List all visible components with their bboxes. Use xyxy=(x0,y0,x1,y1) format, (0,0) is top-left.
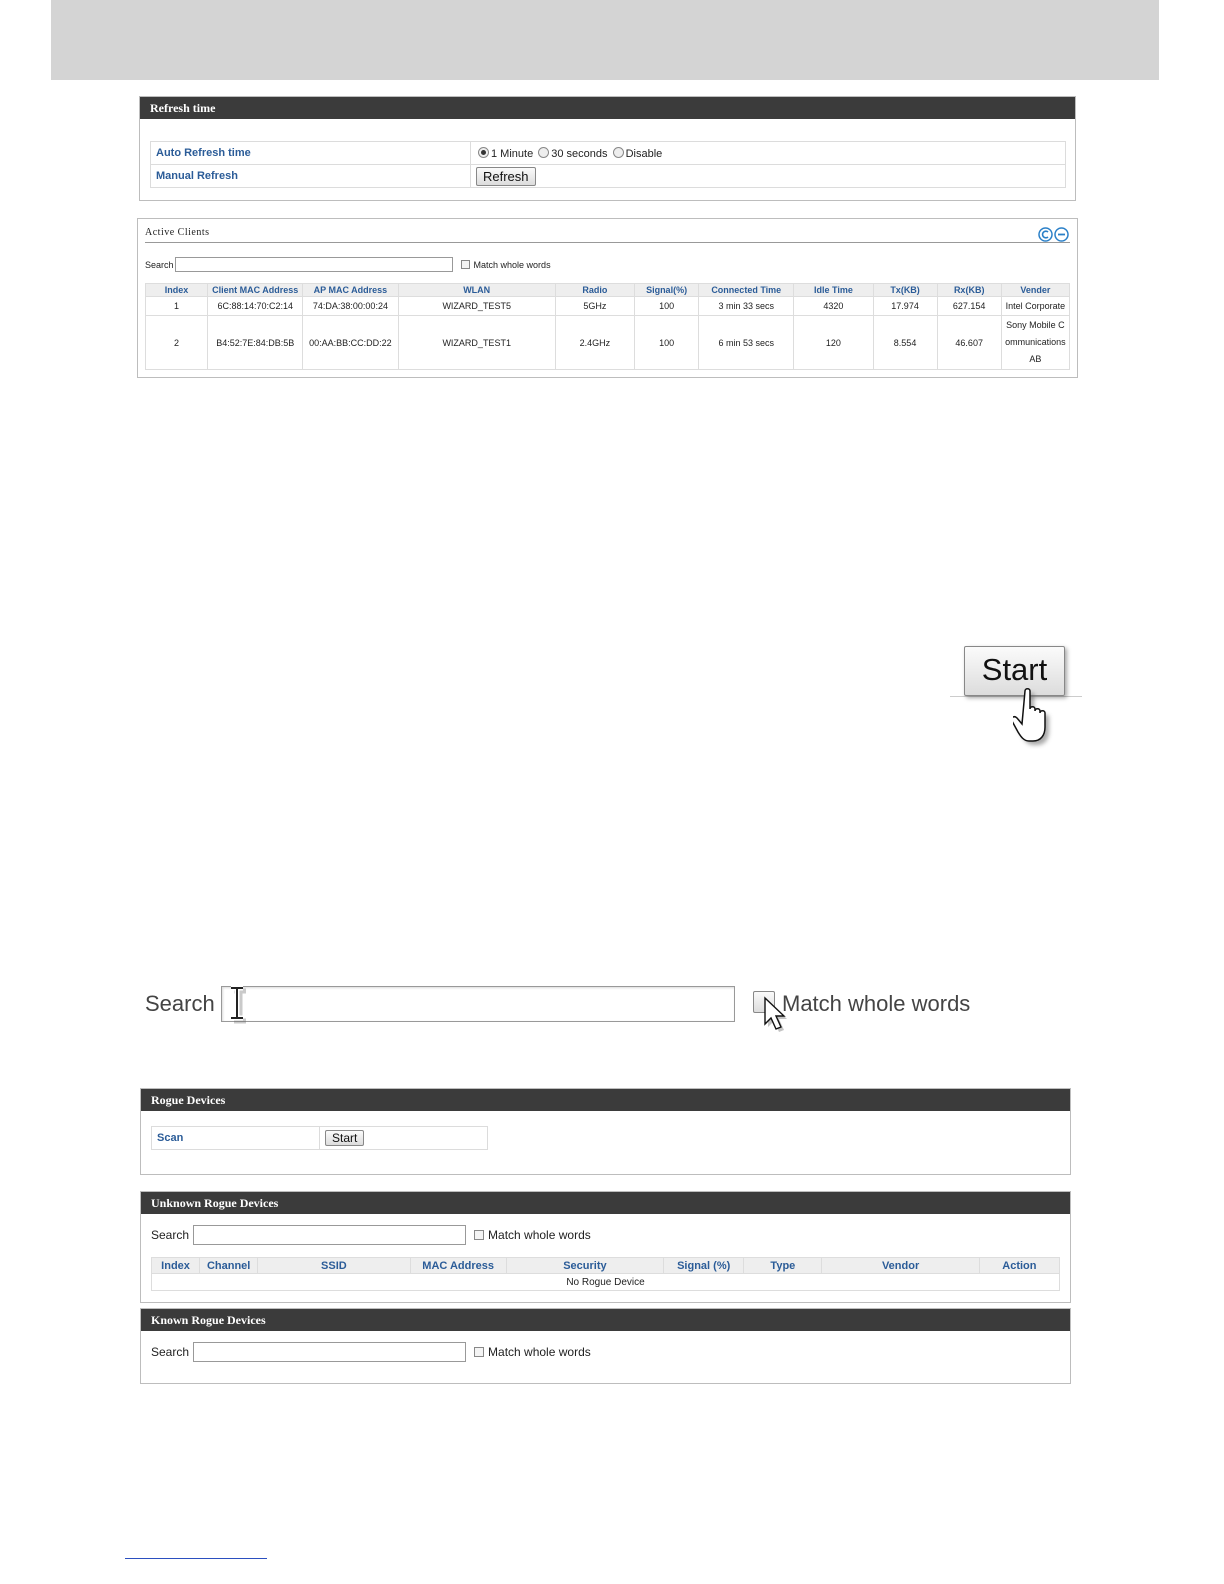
column-header[interactable]: AP MAC Address xyxy=(303,284,398,297)
table-cell: WIZARD_TEST5 xyxy=(398,297,555,316)
unknown-rogue-table xyxy=(151,1257,1060,1291)
column-header[interactable]: Vender xyxy=(1001,284,1069,297)
match-whole-words-label: Match whole words xyxy=(488,1345,591,1359)
active-clients-panel xyxy=(137,218,1078,378)
column-header[interactable]: Rx(KB) xyxy=(937,284,1001,297)
search-input[interactable] xyxy=(175,257,453,272)
table-cell: 5GHz xyxy=(555,297,634,316)
search-label: Search xyxy=(145,259,174,270)
search-input[interactable] xyxy=(193,1225,466,1245)
column-header[interactable]: Index xyxy=(146,284,208,297)
text-cursor-icon xyxy=(227,984,247,1024)
table-cell: 8.554 xyxy=(873,316,937,370)
table-cell: 627.154 xyxy=(937,297,1001,316)
refresh-form xyxy=(150,141,1066,188)
column-header[interactable]: Vendor xyxy=(822,1258,979,1274)
panel-title: Rogue Devices xyxy=(141,1089,1070,1111)
panel-title: Unknown Rogue Devices xyxy=(141,1192,1070,1214)
column-header[interactable]: Connected Time xyxy=(699,284,794,297)
table-cell: B4:52:7E:84:DB:5B xyxy=(208,316,303,370)
scan-form xyxy=(151,1126,488,1150)
radio-label-disable: Disable xyxy=(625,147,663,160)
unknown-rogue-panel xyxy=(140,1191,1071,1303)
title-underline xyxy=(145,242,1070,243)
footer-link-underline xyxy=(125,1558,267,1559)
match-whole-words-label: Match whole words xyxy=(473,259,551,270)
column-header[interactable]: Tx(KB) xyxy=(873,284,937,297)
column-header[interactable]: Action xyxy=(979,1258,1059,1274)
search-zoom xyxy=(145,982,985,1037)
panel-title: Known Rogue Devices xyxy=(141,1309,1070,1331)
radio-label-1-minute: 1 Minute xyxy=(491,147,534,160)
table-cell: 4320 xyxy=(794,297,873,316)
table-cell: WIZARD_TEST1 xyxy=(398,316,555,370)
table-cell: 6C:88:14:70:C2:14 xyxy=(208,297,303,316)
refresh-time-panel xyxy=(139,96,1076,201)
match-whole-words-checkbox[interactable] xyxy=(461,260,470,269)
match-whole-words-checkbox[interactable] xyxy=(474,1347,484,1357)
column-header[interactable]: Radio xyxy=(555,284,634,297)
table-cell: Intel Corporate xyxy=(1001,297,1069,316)
active-clients-title: Active Clients xyxy=(145,227,210,238)
auto-refresh-label: Auto Refresh time xyxy=(151,142,471,165)
table-row xyxy=(152,1274,1060,1291)
zoom-search-input[interactable] xyxy=(221,986,735,1022)
table-cell: 2.4GHz xyxy=(555,316,634,370)
unknown-search xyxy=(151,1225,591,1245)
search-label: Search xyxy=(151,1345,190,1359)
column-header[interactable]: Client MAC Address xyxy=(208,284,303,297)
table-cell: 74:DA:38:00:00:24 xyxy=(303,297,398,316)
column-header[interactable]: Signal(%) xyxy=(635,284,699,297)
known-search xyxy=(151,1342,591,1362)
table-row xyxy=(146,297,1070,316)
search-input[interactable] xyxy=(193,1342,466,1362)
rogue-devices-panel xyxy=(140,1088,1071,1175)
collapse-icon[interactable] xyxy=(1054,227,1069,242)
table-cell: 3 min 33 secs xyxy=(699,297,794,316)
active-clients-table xyxy=(145,283,1070,370)
table-cell: 120 xyxy=(794,316,873,370)
start-button-zoom xyxy=(950,640,1085,760)
column-header[interactable]: MAC Address xyxy=(410,1258,506,1274)
scan-label: Scan xyxy=(152,1127,320,1150)
table-cell: 46.607 xyxy=(937,316,1001,370)
radio-label-30-seconds: 30 seconds xyxy=(551,147,608,160)
start-button-zoomed[interactable]: Start xyxy=(964,646,1065,696)
radio-30-seconds[interactable] xyxy=(538,147,549,158)
table-row xyxy=(146,316,1070,370)
active-clients-search xyxy=(145,257,551,272)
column-header[interactable]: Type xyxy=(744,1258,822,1274)
table-cell: 2 xyxy=(146,316,208,370)
empty-message: No Rogue Device xyxy=(152,1274,1060,1291)
column-header[interactable]: Security xyxy=(506,1258,663,1274)
table-cell: Sony Mobile C ommunications AB xyxy=(1001,316,1069,370)
radio-1-minute[interactable] xyxy=(478,147,489,158)
column-header[interactable]: SSID xyxy=(258,1258,410,1274)
match-whole-words-label: Match whole words xyxy=(488,1228,591,1242)
manual-refresh-label: Manual Refresh xyxy=(151,165,471,188)
collapse-controls xyxy=(1038,227,1069,242)
refresh-icon[interactable] xyxy=(1038,227,1053,242)
panel-title: Refresh time xyxy=(140,97,1075,119)
column-header[interactable]: Idle Time xyxy=(794,284,873,297)
page-header-band xyxy=(51,0,1159,80)
column-header[interactable]: Index xyxy=(152,1258,200,1274)
refresh-button[interactable]: Refresh xyxy=(476,167,536,186)
column-header[interactable]: Signal (%) xyxy=(664,1258,744,1274)
start-scan-button[interactable]: Start xyxy=(325,1130,364,1146)
zoom-search-label: Search xyxy=(145,991,215,1016)
table-cell: 100 xyxy=(635,316,699,370)
search-label: Search xyxy=(151,1228,190,1242)
table-cell: 00:AA:BB:CC:DD:22 xyxy=(303,316,398,370)
zoom-match-label: Match whole words xyxy=(782,991,971,1016)
column-header[interactable]: WLAN xyxy=(398,284,555,297)
radio-disable[interactable] xyxy=(613,147,624,158)
table-cell: 6 min 53 secs xyxy=(699,316,794,370)
table-cell: 1 xyxy=(146,297,208,316)
hand-cursor-icon xyxy=(1013,687,1063,749)
column-header[interactable]: Channel xyxy=(200,1258,258,1274)
table-cell: 100 xyxy=(635,297,699,316)
table-cell: 17.974 xyxy=(873,297,937,316)
match-whole-words-checkbox[interactable] xyxy=(474,1230,484,1240)
known-rogue-panel xyxy=(140,1308,1071,1384)
